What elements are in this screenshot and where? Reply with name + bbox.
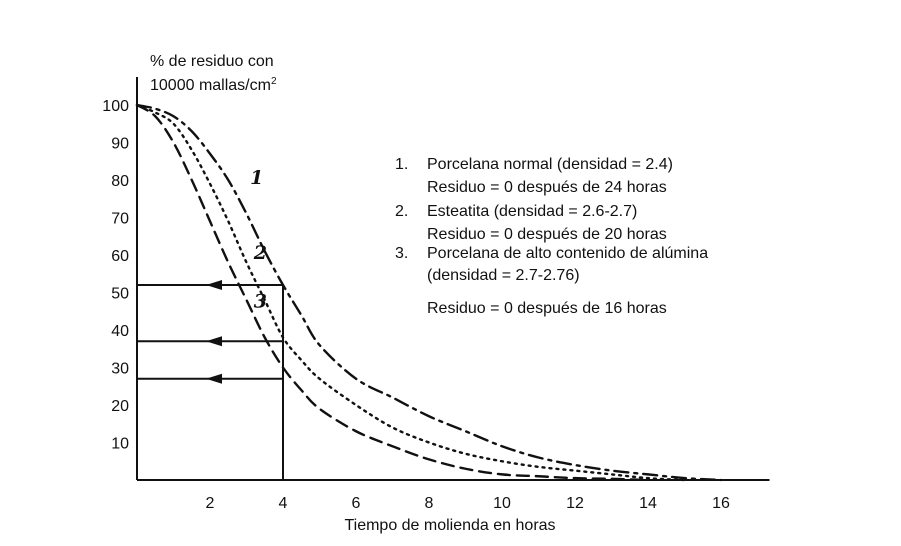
- y-tick-label: 30: [111, 360, 129, 378]
- y-tick-label: 80: [111, 173, 129, 190]
- x-tick-label: 10: [493, 495, 511, 512]
- y-tick-label: 40: [111, 323, 129, 340]
- y-tick-label: 60: [111, 248, 129, 265]
- legend-line: Residuo = 0 después de 20 horas: [427, 226, 667, 243]
- x-tick-label: 2: [205, 495, 215, 512]
- legend-line: Residuo = 0 después de 16 horas: [427, 300, 667, 317]
- y-axis-title-line2: [150, 76, 277, 94]
- x-tick-label: 16: [712, 495, 730, 512]
- curve-number-label: 1: [250, 166, 264, 189]
- y-axis-title-main: 10000 mallas/cm: [150, 77, 271, 94]
- legend-number: 3.: [395, 245, 409, 262]
- y-tick-label: 90: [111, 135, 129, 153]
- legend-line: Residuo = 0 después de 24 horas: [427, 179, 667, 196]
- curve-number-label: 2: [253, 241, 268, 264]
- legend-number: 2.: [395, 203, 409, 220]
- y-tick-label: 20: [111, 398, 129, 415]
- legend-line: Porcelana de alto contenido de alúmina: [427, 245, 709, 262]
- y-tick-label: 10: [111, 435, 129, 453]
- x-tick-label: 6: [351, 495, 361, 512]
- y-tick-label: 50: [111, 285, 129, 303]
- y-axis-title-line1: % de residuo con: [150, 53, 274, 70]
- y-tick-label: 70: [111, 210, 129, 228]
- legend-line: (densidad = 2.7-2.76): [427, 267, 580, 284]
- arrow-left-icon: [206, 336, 222, 346]
- curve-number-label: 3: [253, 290, 268, 313]
- x-axis-title: Tiempo de molienda en horas: [344, 517, 556, 534]
- arrow-left-icon: [206, 280, 222, 290]
- x-tick-label: 14: [639, 495, 657, 512]
- y-axis-title-superscript: 2: [270, 76, 277, 87]
- arrow-left-icon: [206, 374, 222, 384]
- y-tick-label: 100: [102, 98, 129, 115]
- legend-line: Esteatita (densidad = 2.6-2.7): [427, 203, 638, 220]
- x-tick-label: 12: [566, 495, 584, 512]
- x-tick-label: 4: [278, 495, 288, 512]
- legend-line: Porcelana normal (densidad = 2.4): [427, 156, 673, 173]
- x-tick-label: 8: [424, 495, 434, 512]
- legend-number: 1.: [395, 156, 409, 173]
